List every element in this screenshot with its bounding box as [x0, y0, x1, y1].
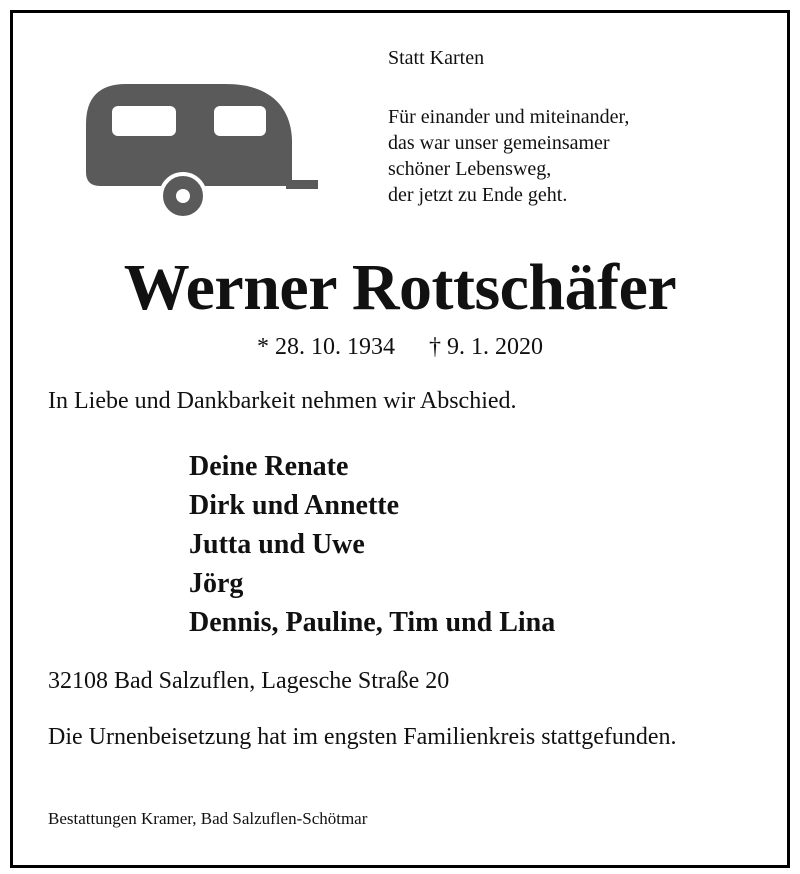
- address: 32108 Bad Salzuflen, Lagesche Straße 20: [48, 668, 450, 694]
- statt-karten: Statt Karten: [388, 47, 485, 69]
- funeral-home: Bestattungen Kramer, Bad Salzuflen-Schötmar: [48, 809, 368, 828]
- poem-line: der jetzt zu Ende geht.: [388, 184, 568, 206]
- caravan-window-left: [112, 106, 176, 136]
- poem: [388, 104, 629, 208]
- family-member: Jörg: [189, 568, 244, 599]
- death-date: † 9. 1. 2020: [429, 334, 543, 360]
- caravan-window-right: [214, 106, 266, 136]
- farewell-text: In Liebe und Dankbarkeit nehmen wir Abschied.: [48, 388, 517, 414]
- caravan-wheel-hub: [176, 189, 190, 203]
- burial-note: Die Urnenbeisetzung hat im engsten Familienkreis stattgefunden.: [48, 724, 677, 750]
- family-member: Deine Renate: [189, 451, 349, 482]
- family-list: [189, 447, 555, 642]
- poem-line: das war unser gemeinsamer: [388, 132, 610, 154]
- family-member: Dennis, Pauline, Tim und Lina: [189, 607, 556, 638]
- poem-line: schöner Lebensweg,: [388, 158, 552, 180]
- family-member: Jutta und Uwe: [189, 529, 365, 560]
- caravan-icon: [86, 80, 318, 220]
- caravan-hitch: [286, 180, 318, 189]
- poem-line: Für einander und miteinander,: [388, 106, 630, 128]
- birth-date: * 28. 10. 1934: [257, 334, 395, 360]
- life-dates: [0, 333, 800, 361]
- family-member: Dirk und Annette: [189, 490, 400, 521]
- deceased-name: Werner Rottschäfer: [123, 251, 677, 324]
